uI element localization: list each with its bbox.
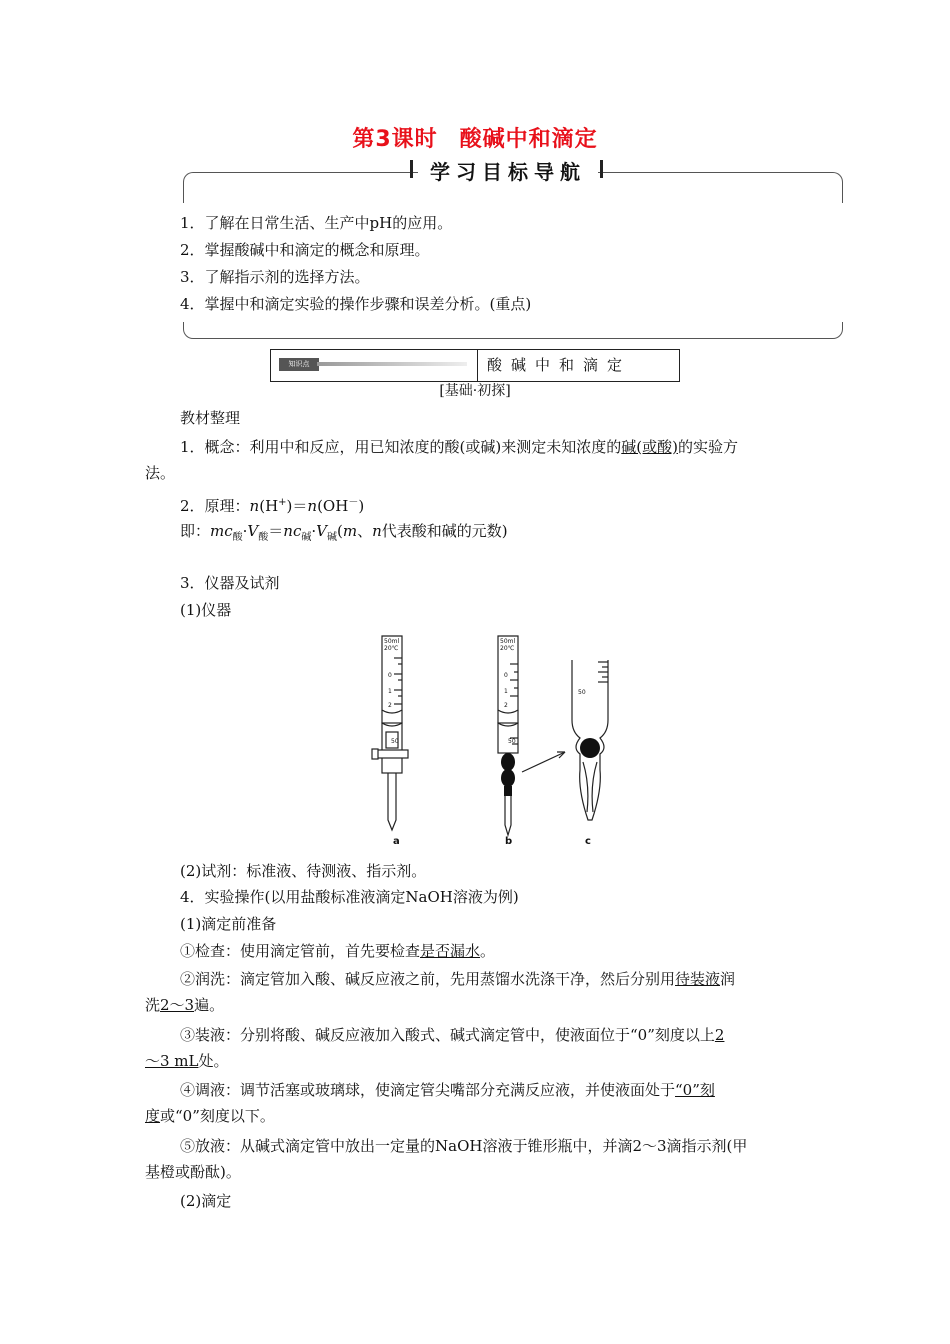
objective-item: 4．掌握中和滴定实验的操作步骤和误差分析。(重点) [180,295,532,313]
operation-heading: 4．实验操作(以用盐酸标准液滴定NaOH溶液为例) [180,888,519,906]
n: n [372,522,382,540]
dot: · [311,522,317,540]
formula-h: (H [259,497,279,515]
burette-b-temp-label: 20℃ [500,645,515,652]
step-text: ③装液：分别将酸、碱反应液加入酸式、碱式滴定管中，使液面位于“0”刻度以上 [180,1026,715,1044]
knowledge-badge: 知识点 [279,358,319,371]
step-fill-line2 [145,1048,229,1074]
tail: 代表酸和碱的元数) [381,522,508,540]
comma: 、 [357,522,373,540]
figure-label-b: b [505,836,513,847]
nav-title: 学习目标导航 [418,156,598,185]
step-text: ①检查：使用滴定管前，首先要检查 [180,942,421,960]
title-bar-right [600,160,603,178]
knowledge-subtitle: [基础·初探] [439,383,511,399]
formula-n2: n [307,497,318,515]
step-release-line2: 基橙或酚酞)。 [145,1163,241,1181]
step-answer: 2～3 [160,996,195,1014]
plus-sign: + [278,497,287,508]
nc: nc [283,522,302,540]
burette-c-mark-50: 50 [578,689,586,696]
step-answer: “0”刻 [675,1081,715,1099]
step-rinse-line2 [145,992,224,1018]
principle-label: 2．原理： [180,497,250,515]
titrate-heading: (2)滴定 [180,1192,232,1210]
sub-acid: 酸 [232,532,243,543]
sub-acid: 酸 [258,532,269,543]
concept-prefix: 1．概念：利用中和反应，用已知浓度的酸(或碱)来测定未知浓度的 [180,438,622,456]
objective-item: 2．掌握酸碱中和滴定的概念和原理。 [180,241,430,259]
page-title [0,122,950,153]
instruments-sub: (1)仪器 [180,601,232,619]
eq: ＝ [268,522,284,540]
step-text: 或“0”刻度以下。 [160,1107,275,1125]
burette-b-volume-label: 50ml [500,638,516,645]
knowledge-badge-cell [271,350,478,381]
sub-base: 碱 [326,532,337,543]
lesson-number: 第3课时 [352,127,438,152]
step-text: 遍。 [194,996,225,1014]
burette-figure [340,630,640,852]
concept-line2: 法。 [145,464,176,482]
principle-line [180,490,364,519]
step-adjust [180,1077,715,1103]
knowledge-topic: 酸碱中和滴定 [487,356,632,374]
step-answer: 2 [714,1026,725,1044]
formula-close: ) [358,497,365,515]
burette-b-tick-0: 0 [504,672,508,679]
operation-prep: (1)滴定前准备 [180,915,277,933]
mc: mc [210,522,233,540]
step-release: ⑤放液：从碱式滴定管中放出一定量的NaOH溶液于锥形瓶中，并滴2～3滴指示剂(甲 [180,1137,748,1155]
m: m [342,522,358,540]
paren: ( [336,522,343,540]
step-adjust-line2 [145,1103,275,1129]
figure-label-c: c [585,836,591,847]
formula-eq: )＝ [286,497,308,515]
step-fill [180,1022,724,1048]
knowledge-gradient-bar [317,362,467,366]
formula-n: n [249,497,260,515]
lead: 即： [180,522,211,540]
burette-a-mark-50: 50 [391,738,399,745]
step-answer: 是否漏水 [420,942,481,960]
knowledge-box [270,349,680,382]
minus-sign: － [348,497,359,508]
section-heading: 教材整理 [180,409,241,427]
step-text: 洗 [145,996,161,1014]
instruments-heading: 3．仪器及试剂 [180,574,280,592]
dot: · [242,522,248,540]
v-base: V [316,522,327,540]
concept-answer: 碱(或酸) [621,438,678,456]
step-text: ②润洗：滴定管加入酸、碱反应液之前，先用蒸馏水洗涤干净，然后分别用 [180,970,676,988]
concept-suffix: 的实验方 [677,438,738,456]
formula-oh: (OH [317,497,349,515]
figure-label-a: a [393,836,400,847]
step-answer: 待装液 [675,970,721,988]
sub-base: 碱 [301,532,312,543]
step-answer: ～3 mL [145,1052,199,1070]
title-bar-left [410,160,413,178]
objectives-frame-bottom [183,322,843,339]
principle-line2 [180,518,508,551]
burette-a-tick-0: 0 [388,672,392,679]
lesson-topic: 酸碱中和滴定 [459,127,598,152]
burette-b-mark-50: 50 [508,738,516,745]
concept-line [180,434,738,460]
burette-a-temp-label: 20℃ [384,645,399,652]
step-text: 处。 [198,1052,229,1070]
step-check [180,938,495,964]
burette-a-volume-label: 50ml [384,638,400,645]
step-answer: 度 [145,1107,161,1125]
step-text: 润 [720,970,736,988]
burette-b-tick-2: 2 [504,702,508,709]
reagents-line: (2)试剂：标准液、待测液、指示剂。 [180,862,427,880]
v-acid: V [247,522,259,540]
burette-b-tick-1: 1 [504,688,508,695]
objective-item: 1．了解在日常生活、生产中pH的应用。 [180,214,453,232]
step-text: ④调液：调节活塞或玻璃球，使滴定管尖嘴部分充满反应液，并使液面处于 [180,1081,676,1099]
step-rinse [180,966,735,992]
burette-a-tick-2: 2 [388,702,392,709]
step-text: 。 [480,942,496,960]
objective-item: 3．了解指示剂的选择方法。 [180,268,370,286]
burette-a-tick-1: 1 [388,688,392,695]
